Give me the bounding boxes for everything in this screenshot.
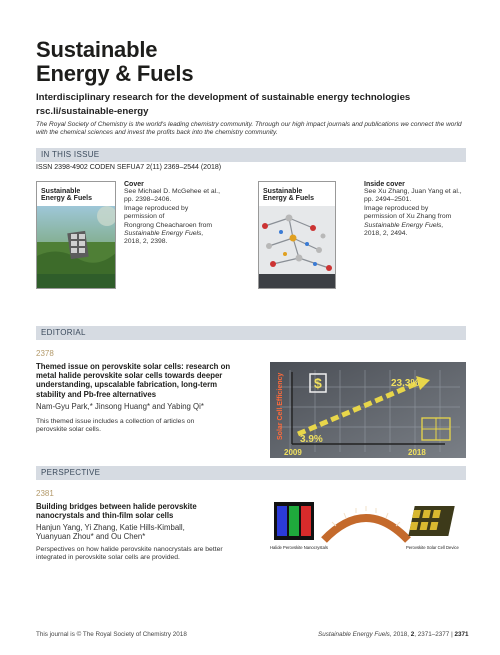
inside-cover-caption: [364, 181, 474, 238]
section-bar-editorial: EDITORIAL: [36, 326, 466, 340]
editorial-page-number[interactable]: 2378: [36, 349, 54, 358]
dollar-glyph: $: [314, 375, 322, 391]
perspective-bridge-figure: [266, 500, 466, 556]
perspective-title[interactable]: Building bridges between halide perovskite nanocrystals and thin-film solar cells: [36, 502, 197, 521]
editorial-summary: This themed issue includes a collection of articles on perovskite solar cells.: [36, 418, 195, 434]
footer-copyright: This journal is © The Royal Society of Chemistry 2018: [36, 631, 187, 638]
efficiency-axis-label: Solar Cell Efficiency: [277, 372, 284, 440]
journal-title-line1: Sustainable: [36, 37, 158, 62]
year-start-label: 2009: [284, 448, 302, 457]
journal-title-line2: Energy & Fuels: [36, 61, 194, 86]
efficiency-high-label: 23.3%: [391, 378, 420, 389]
section-bar-in-this-issue: IN THIS ISSUE: [36, 148, 466, 162]
journal-url[interactable]: rsc.li/sustainable-energy: [36, 106, 149, 117]
inside-cover-thumb-title: Sustainable Energy & Fuels: [263, 188, 314, 202]
journal-title: [36, 38, 193, 86]
inside-cover-thumbnail[interactable]: [258, 181, 336, 289]
cover-thumb-title: Sustainable Energy & Fuels: [41, 188, 92, 202]
cover-caption-title: Cover: [124, 181, 144, 188]
editorial-efficiency-figure: [270, 362, 466, 458]
inside-cover-image: [259, 206, 336, 276]
issn-line: ISSN 2398-4902 CODEN SEFUA7 2(11) 2369–2544 (2018): [36, 164, 222, 171]
device-caption: Perovskite Solar Cell Device: [406, 545, 459, 550]
perspective-page-number[interactable]: 2381: [36, 489, 54, 498]
inside-cover-caption-title: Inside cover: [364, 181, 405, 188]
perspective-authors: Hanjun Yang, Yi Zhang, Katie Hills-Kimball, Yuanyuan Zhou* and Ou Chen*: [36, 523, 185, 542]
nanocrystals-caption: Halide Perovskite Nanocrystals: [270, 545, 328, 550]
editorial-authors: Nam-Gyu Park,* Jinsong Huang* and Yabing Qi*: [36, 402, 204, 411]
editorial-title[interactable]: Themed issue on perovskite solar cells: research on metal halide perovskite solar cells towards deeper understanding, upscalable fabrication, long-term stability and Pb-free alternatives: [36, 362, 231, 399]
cover-caption: [124, 181, 254, 247]
journal-tagline: Interdisciplinary research for the development of sustainable energy technologies: [36, 92, 411, 103]
cover-band: [37, 274, 115, 288]
perspective-summary: Perspectives on how halide perovskite nanocrystals are better integrated in perovskite solar cells are provided.: [36, 546, 223, 562]
inside-cover-band: [259, 274, 335, 288]
rsc-about-text: The Royal Society of Chemistry is the world's leading chemistry community. Through our high impact journals and publications we connect the world with the chemical sciences and invest the profits back into the chemistry community.: [36, 121, 462, 136]
efficiency-low-label: 3.9%: [300, 434, 323, 445]
cover-caption-body: See Michael D. McGehee et al., pp. 2398–2406. Image reproduced by permission of Rongrong Cheacharoen from Sustainable Energy Fuels, 2018, 2, 2398.: [124, 188, 220, 246]
footer-citation: Sustainable Energy Fuels, 2018, 2, 2371–2377 | 2371: [318, 631, 469, 638]
inside-cover-caption-body: See Xu Zhang, Juan Yang et al., pp. 2494–2501. Image reproduced by permission of Xu Zhang from Sustainable Energy Fuels, 2018, 2, 2494.: [364, 188, 462, 238]
cover-image: [37, 206, 116, 276]
cover-thumbnail[interactable]: [36, 181, 116, 289]
section-bar-perspective: PERSPECTIVE: [36, 466, 466, 480]
footer-page-number: 2371: [454, 631, 469, 638]
year-end-label: 2018: [408, 448, 426, 457]
